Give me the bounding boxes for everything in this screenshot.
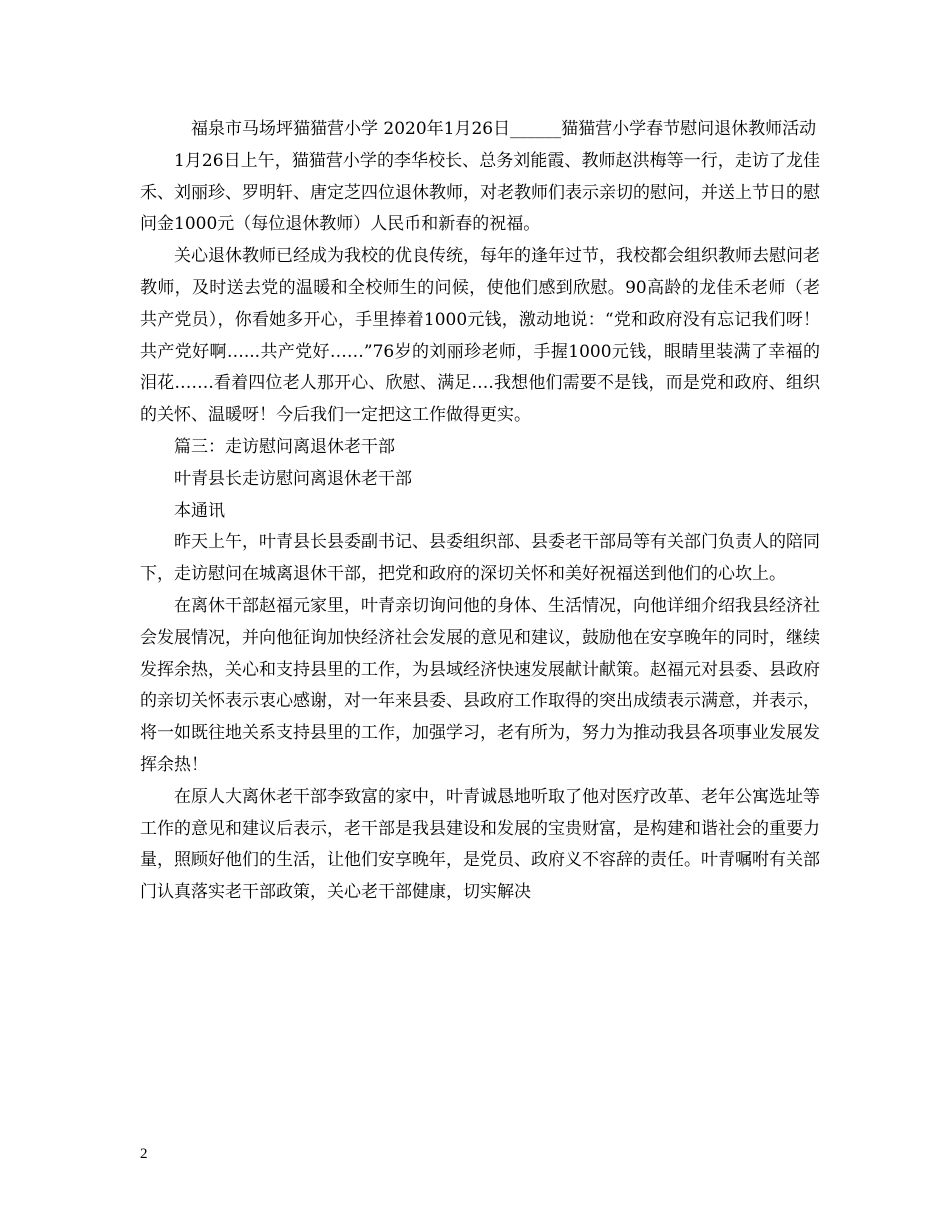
paragraph-heading: 福泉市马场坪猫猫营小学 2020年1月26日______猫猫营小学春节慰问退休教师活动 (191, 119, 817, 139)
paragraph: 关心退休教师已经成为我校的优良传统，每年的逢年过节，我校都会组织教师去慰问老教师，及时送去党的温暖和全校师生的问候，使他们感到欣慰。90高龄的龙佳禾老师（老共产党员），你看她多开心，手里捧着1000元钱，激动地说：“党和政府没有忘记我们呀！共产党好啊…...共产党好……”76岁的刘丽珍老师，手握1000元钱，眼睛里装满了幸福的泪花…….看着四位老人那开心、欣慰、满足….我想他们需要不是钱，而是党和政府、组织的关怀、温暖呀！今后我们一定把这工作做得更实。 (140, 246, 820, 426)
section-title: 篇三：走访慰问离退休老干部 (174, 436, 395, 457)
paragraph: 1月26日上午，猫猫营小学的李华校长、总务刘能霞、教师赵洪梅等一行，走访了龙佳禾、刘丽珍、罗明轩、唐定芝四位退休教师，对老教师们表示亲切的慰问，并送上节日的慰问金1000元（每位退休教师）人民币和新春的祝福。 (140, 150, 820, 235)
paragraph: 昨天上午，叶青县长县委副书记、县委组织部、县委老干部局等有关部门负责人的陪同下，走访慰问在城离退休干部，把党和政府的深切关怀和美好祝福送到他们的心坎上。 (140, 532, 820, 585)
article-title: 叶青县长走访慰问离退休老干部 (174, 468, 412, 489)
byline: 本通讯 (174, 500, 225, 521)
document-body (140, 114, 820, 909)
page-number: 2 (140, 1146, 148, 1162)
paragraph: 在原人大离休老干部李致富的家中，叶青诚恳地听取了他对医疗改革、老年公寓选址等工作的意见和建议后表示，老干部是我县建设和发展的宝贵财富，是构建和谐社会的重要力量，照顾好他们的生活，让他们安享晚年，是党员、政府义不容辞的责任。叶青嘱咐有关部门认真落实老干部政策，关心老干部健康，切实解决 (140, 786, 820, 903)
paragraph: 在离休干部赵福元家里，叶青亲切询问他的身体、生活情况，向他详细介绍我县经济社会发展情况，并向他征询加快经济社会发展的意见和建议，鼓励他在安享晚年的同时，继续发挥余热，关心和支持县里的工作，为县域经济快速发展献计献策。赵福元对县委、县政府的亲切关怀表示衷心感谢，对一年来县委、县政府工作取得的突出成绩表示满意，并表示，将一如既往地关系支持县里的工作，加强学习，老有所为，努力为推动我县各项事业发展发挥余热！ (140, 595, 820, 775)
